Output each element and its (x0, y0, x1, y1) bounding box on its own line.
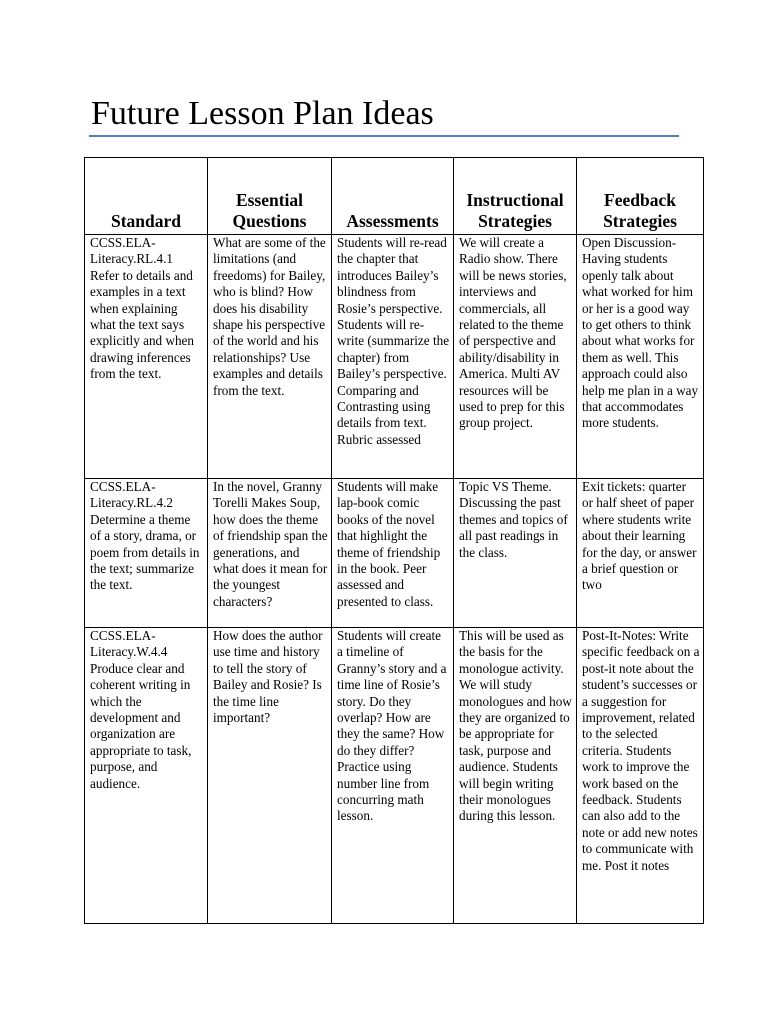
cell-standard: CCSS.ELA-Literacy.W.4.4 Produce clear and coherent writing in which the development and organization are appropriate to task, purpose, and audience. (85, 628, 208, 924)
cell-standard: CCSS.ELA-Literacy.RL.4.1 Refer to details and examples in a text when explaining what the text says explicitly and when drawing inferences from the text. (85, 235, 208, 479)
page-title: Future Lesson Plan Ideas (91, 95, 434, 132)
column-header-feedback-strategies: Feedback Strategies (577, 158, 704, 235)
cell-standard: CCSS.ELA-Literacy.RL.4.2 Determine a theme of a story, drama, or poem from details in the text; summarize the text. (85, 479, 208, 628)
cell-instructional-strategies: This will be used as the basis for the monologue activity. We will study monologues and how they are organized to be appropriate for task, purpose and audience. Students will begin writing their monologues during this lesson. (454, 628, 577, 924)
cell-assessments: Students will make lap-book comic books of the novel that highlight the theme of friendship in the book. Peer assessed and presented to class. (332, 479, 454, 628)
column-header-assessments: Assessments (332, 158, 454, 235)
cell-instructional-strategies: Topic VS Theme. Discussing the past themes and topics of all past readings in the class. (454, 479, 577, 628)
column-header-instructional-strategies: Instructional Strategies (454, 158, 577, 235)
table-row (85, 235, 704, 479)
cell-essential-questions: What are some of the limitations (and freedoms) for Bailey, who is blind? How does his disability shape his perspective of the world and his relationships? Use examples and details from the text. (208, 235, 332, 479)
cell-feedback-strategies: Exit tickets: quarter or half sheet of paper where students write about their learning for the day, or answer a brief question or two (577, 479, 704, 628)
cell-assessments: Students will re-read the chapter that introduces Bailey’s blindness from Rosie’s perspective. Students will re-write (summarize the chapter) from Bailey’s perspective. Comparing and Contrasting using details from text. Rubric assessed (332, 235, 454, 479)
column-header-essential-questions: Essential Questions (208, 158, 332, 235)
table-row (85, 628, 704, 924)
cell-feedback-strategies: Post-It-Notes: Write specific feedback on a post-it note about the student’s successes or a suggestion for improvement, related to the selected criteria. Students work to improve the work based on the feedback. Students can also add to the note or add new notes to communicate with me. Post it notes (577, 628, 704, 924)
cell-feedback-strategies: Open Discussion- Having students openly talk about what worked for him or her is a good way to get others to think about what works for them as well. This approach could also help me plan in a way that accommodates more students. (577, 235, 704, 479)
lesson-plan-table (84, 157, 704, 924)
cell-essential-questions: In the novel, Granny Torelli Makes Soup, how does the theme of friendship span the generations, and what does it mean for the youngest characters? (208, 479, 332, 628)
title-underline (89, 135, 679, 137)
table-header-row (85, 158, 704, 235)
cell-instructional-strategies: We will create a Radio show. There will be news stories, interviews and commercials, all related to the theme of perspective and ability/disability in America. Multi AV resources will be used to prep for this group project. (454, 235, 577, 479)
cell-essential-questions: How does the author use time and history to tell the story of Bailey and Rosie? Is the time line important? (208, 628, 332, 924)
cell-assessments: Students will create a timeline of Granny’s story and a time line of Rosie’s story. Do they overlap? How are they the same? How do they differ? Practice using number line from concurring math lesson. (332, 628, 454, 924)
table-row (85, 479, 704, 628)
column-header-standard: Standard (85, 158, 208, 235)
